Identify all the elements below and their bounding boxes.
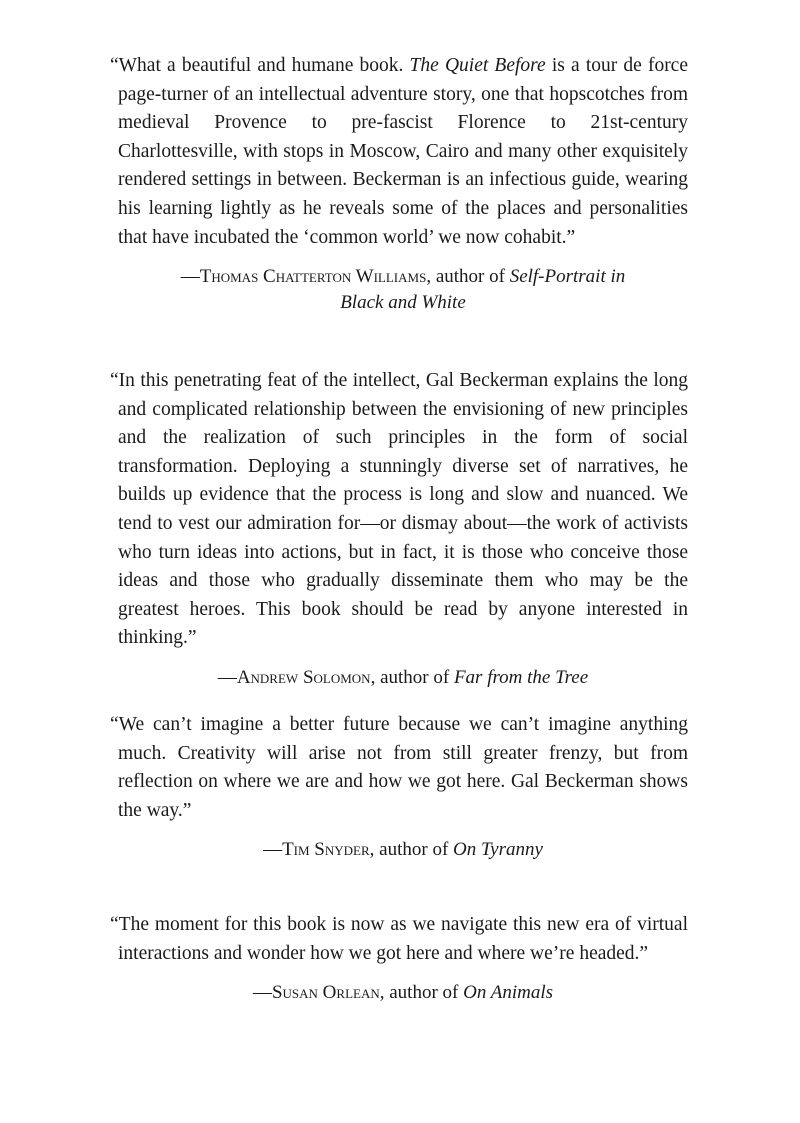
blurb-attribution: [118, 837, 688, 863]
blurb-attribution: [118, 264, 688, 316]
attribution-name: Thomas Chatterton Williams: [199, 266, 427, 288]
attribution-work: Far from the Tree: [453, 666, 589, 688]
attribution-name: Andrew Solomon: [236, 666, 371, 688]
attribution-name: Tim Snyder: [282, 839, 370, 861]
blurb-attribution: [118, 980, 688, 1006]
blurb-quote: “We can’t imagine a better future because we can’t imagine anything much. Creativity will arise not from still greater frenzy, but from reflection on where we are and how we got here. Gal Beckerman shows the way.”: [110, 714, 688, 821]
attribution-author-of: , author of: [369, 839, 454, 861]
attribution-work: On Animals: [463, 982, 554, 1004]
attribution-dash: —: [180, 266, 200, 288]
blurb-solomon: [110, 367, 688, 691]
blurb-snyder: [110, 711, 688, 863]
attribution-author-of: , author of: [379, 982, 464, 1004]
attribution-name: Susan Orlean: [271, 982, 380, 1004]
attribution-dash: —: [252, 982, 272, 1004]
quote-text: “What a beautiful and humane book.: [110, 55, 410, 76]
attribution-work: Self-Portrait in Black and White: [340, 266, 626, 314]
attribution-author-of: , author of: [370, 666, 454, 688]
blurb-attribution: [118, 665, 688, 691]
attribution-dash: —: [263, 839, 283, 861]
blurb-quote: “In this penetrating feat of the intellect, Gal Beckerman explains the long and complicated relationship between the envisioning of new principles and the realization of such principles in the form of social transformation. Deploying a stunningly diverse set of narratives, he builds up evidence that the process is long and slow and nuanced. We tend to vest our admiration for—or dismay about—the work of activists who turn ideas into actions, but in fact, it is those who conceive those ideas and those who gradually disseminate them who may be the greatest heroes. This book should be read by anyone interested in thinking.”: [110, 370, 688, 649]
blurb-quote: [110, 52, 688, 252]
attribution-work: On Tyranny: [453, 839, 543, 861]
quote-text: is a tour de force page-turner of an intellectual adventure story, one that hopscotches from medieval Provence to pre-fascist Florence to 21st-century Charlottesville, with stops in Moscow, Cairo and many other exquisitely rendered settings in between. Beckerman is an infectious guide, wearing his learning lightly as he reveals some of the places and personalities that have incubated the ‘common world’ we now cohabit.”: [118, 55, 688, 248]
attribution-dash: —: [217, 666, 237, 688]
blurb-williams: [110, 52, 688, 316]
blurb-orlean: [110, 911, 688, 1006]
attribution-author-of: , author of: [426, 266, 510, 288]
quote-book-title: The Quiet Before: [409, 55, 546, 76]
blurb-quote: “The moment for this book is now as we navigate this new era of virtual interactions and wonder how we got here and where we’re headed.”: [110, 914, 688, 964]
